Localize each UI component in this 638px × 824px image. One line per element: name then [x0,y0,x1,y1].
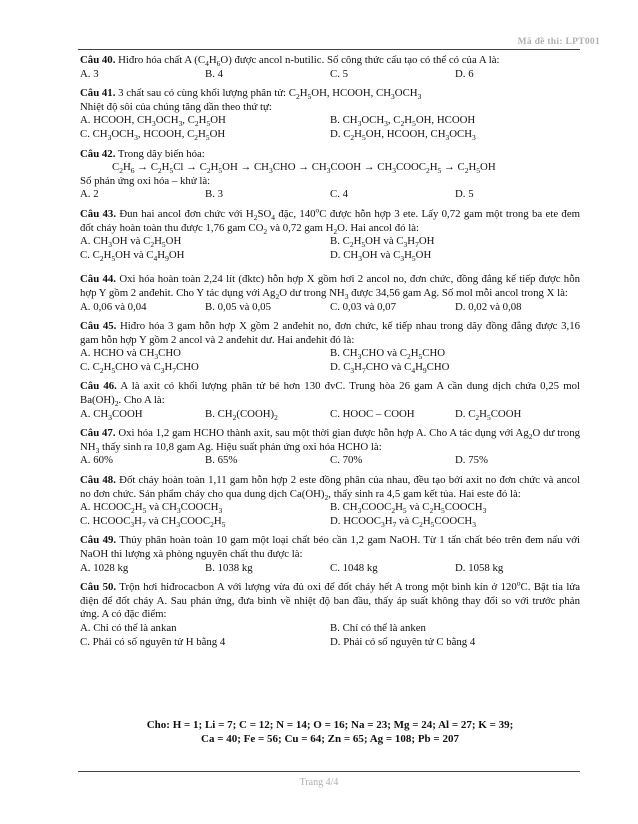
reaction-chain: $C_2H_6 \to C_2H_5Cl \to C_2H_5OH \to CH_3CHO$ → $CH_3COOH$ → $CH_3COOC_2H_5 \to C_2H_5OH$ [112,161,496,176]
question-label: Câu 40. [80,54,116,66]
question-stem: A là axit có khối lượng phân tử bé hơn 130 đvC. Trung hòa 26 gam A cần dung dịch chứa 0,25 mol $Ba(OH)_2$. Cho A là: [80,380,580,409]
option-b: B. 4 [205,67,223,80]
question-46 [80,380,580,421]
question-stem-2: Số phản ứng oxi hóa – khử là: [80,174,211,187]
option-b: B. $C_2H_5OH$ và $C_3H_7OH$ [330,235,435,250]
option-c: C. 5 [330,67,348,80]
option-b: B. 65% [205,454,238,467]
question-stem: Thủy phân hoàn toàn 10 gam một loại chất béo cần 1,2 gam NaOH. Từ 1 tấn chất béo trên đem nấu với NaOH thì lượng xà phòng nguyên chất thu được là: [80,534,580,560]
option-d: D. 5 [455,188,474,201]
option-c: C. 4 [330,188,348,201]
question-42 [80,148,580,202]
question-stem: Hiđro hóa chất A $(C_4H_6O)$ được ancol n-butilic. Số công thức cấu tạo có thể có của A là: [118,54,500,69]
question-43 [80,205,581,263]
option-d: D. $C_3H_7CHO$ và $C_4H_9CHO$ [330,360,450,376]
question-49 [80,534,580,575]
question-50 [80,578,580,649]
option-b: B. $CH_2(COOH)_2$ [205,407,278,422]
option-c: C. $HCOOC_3H_7$ và $CH_3COOC_2H_5$ [80,514,226,529]
footer-divider [78,771,580,772]
option-d: D. 6 [455,67,474,80]
option-b: B. 0,05 và 0,05 [205,300,271,313]
option-a: A. HCHO và $CH_3CHO$ [80,347,181,362]
option-a: A. HCOOH, $CH_3OCH_3$, $C_2H_5OH$ [80,114,226,129]
question-stem: Đun hai ancol đơn chức với $H_2SO_4$ đặc, 140$^o$C được hỗn hợp 3 ete. Lấy 0,72 gam một trong ba ete đem đốt cháy hoàn toàn thu được 1,76 gam $CO_2$ và 0,72 gam $H_2O$. Hai ancol đó là: [80,205,581,236]
option-b: B. $CH_3CHO$ và $C_2H_5CHO$ [330,347,446,362]
question-label: Câu 44. [80,273,116,286]
question-stem: Trộn hơi hiđrocacbon A với lượng vừa đủ oxi để đốt cháy hết A trong một bình kín ở 120$^o$C. Bật tia lửa điện để đốt cháy A. Sau phản ứng, đưa bình về nhiệt độ ban đầu, thấy áp suất không thay đổi so với trước phản ứng. A có đặc điểm: [80,578,580,621]
question-stem: Trong dãy biến hóa: [117,147,205,160]
question-label: Câu 45. [80,320,117,333]
atomic-masses-line-2: Ca = 40; Fe = 56; Cu = 64; Zn = 65; Ag = 108; Pb = 207 [201,733,459,745]
option-a: A. $CH_3COOH$ [80,407,143,422]
option-d: D. 0,02 và 0,08 [455,300,522,313]
question-stem: Oxi hóa hoàn toàn 2,24 lít (đktc) hỗn hợp X gồm hơi 2 ancol no, đơn chức, đồng đẳng kế tiếp được hỗn hợp Y gồm 2 anđehit. Cho Y tác dụng với $Ag_2O$ dư trong $NH_3$ được 34,56 gam Ag. Số mol mỗi ancol trong X là: [80,273,580,302]
question-40 [80,54,580,81]
question-label: Câu 42. [80,147,116,160]
page-number: Trang 4/4 [299,777,339,788]
option-b: B. 1038 kg [205,561,253,574]
question-label: Câu 47. [80,427,116,440]
option-b: B. Chỉ có thể là anken [330,621,426,634]
option-b: B. $CH_3COOC_2H_5$ và $C_2H_5COOCH_3$ [330,501,487,516]
option-a: A. $CH_3OH$ và $C_2H_5OH$ [80,235,182,250]
option-c: C. $C_2H_5OH$ và $C_4H_9OH$ [80,248,185,263]
option-b: B. 3 [205,188,223,201]
option-d: D. $C_2H_5OH$, HCOOH, $CH_3OCH_3$ [330,127,476,143]
question-stem: 3 chất sau có cùng khối lượng phân tử: $C_2H_5OH$, HCOOH, $CH_3OCH_3$ [118,87,422,102]
option-a: A. 3 [80,67,99,80]
question-label: Câu 48. [80,474,116,487]
option-d: D. 75% [455,454,488,467]
question-48 [80,474,580,528]
question-label: Câu 46. [80,380,117,393]
header-divider [78,49,580,50]
option-c: C. Phải có số nguyên tử H bằng 4 [80,635,226,648]
question-label: Câu 43. [80,207,117,220]
question-list [80,54,580,655]
option-a: A. 0,06 và 0,04 [80,300,147,313]
question-stem: Đốt cháy hoàn toàn 1,11 gam hỗn hợp 2 este đồng phân của nhau, đều tạo bởi axit no đơn chức và ancol no đơn chức. Sản phẩm cháy cho qua dung dịch $Ca(OH)_2$, thấy sinh ra 4,5 gam kết tủa. Hai este đó là: [80,474,580,502]
option-c: C. $C_2H_5CHO$ và $C_3H_7CHO$ [80,360,199,376]
exam-code: Mã đề thi: LPT001 [517,37,600,47]
option-c: C. 70% [330,454,363,467]
option-a: A. $HCOOC_2H_5$ và $CH_3COOCH_3$ [80,501,223,516]
question-label: Câu 41. [80,87,116,100]
option-d: D. $C_2H_5COOH$ [455,407,522,422]
question-label: Câu 50. [80,581,117,594]
option-d: D. $CH_3OH$ và $C_3H_5OH$ [330,248,432,263]
question-47 [80,427,580,468]
option-a: A. 1028 kg [80,561,129,574]
question-stem-2: Nhiệt độ sôi của chúng tăng dần theo thứ tự: [80,100,272,113]
question-label: Câu 49. [80,534,117,547]
atomic-masses-line-1: Cho: H = 1; Li = 7; C = 12; N = 14; O = 16; Na = 23; Mg = 24; Al = 27; K = 39; [146,719,514,731]
option-a: A. Chỉ có thể là ankan [80,621,177,634]
option-d: D. $HCOOC_3H_7$ và $C_2H_5COOCH_3$ [330,514,476,529]
question-44 [80,273,580,314]
atomic-masses [80,718,580,746]
question-stem: Oxi hóa 1,2 gam HCHO thành axit, sau một thời gian được hỗn hợp A. Cho A tác dụng với $Ag_2O$ dư trong $NH_3$ thấy sinh ra 10,8 gam Ag. Hiệu suất phản ứng oxi hóa HCHO là: [80,427,580,455]
option-c: C. HOOC – COOH [330,407,415,420]
option-c: C. 0,03 và 0,07 [330,300,396,313]
option-d: D. 1058 kg [455,561,504,574]
option-b: B. $CH_3OCH_3$, $C_2H_5OH$, HCOOH [330,114,476,129]
option-c: C. 1048 kg [330,561,378,574]
question-41 [80,87,580,141]
question-stem: Hiđro hóa 3 gam hỗn hợp X gồm 2 anđehit no, đơn chức, kế tiếp nhau trong dãy đồng đẳng được 3,16 gam hỗn hợp Y gồm 2 ancol và 2 anđehit dư. Hai anđehit đó là: [80,320,580,346]
question-45 [80,320,580,374]
option-d: D. Phải có số nguyên tử C bằng 4 [330,635,476,648]
option-a: A. 2 [80,188,99,201]
option-c: C. $CH_3OCH_3$, HCOOH, $C_2H_5OH$ [80,127,226,143]
option-a: A. 60% [80,454,113,467]
